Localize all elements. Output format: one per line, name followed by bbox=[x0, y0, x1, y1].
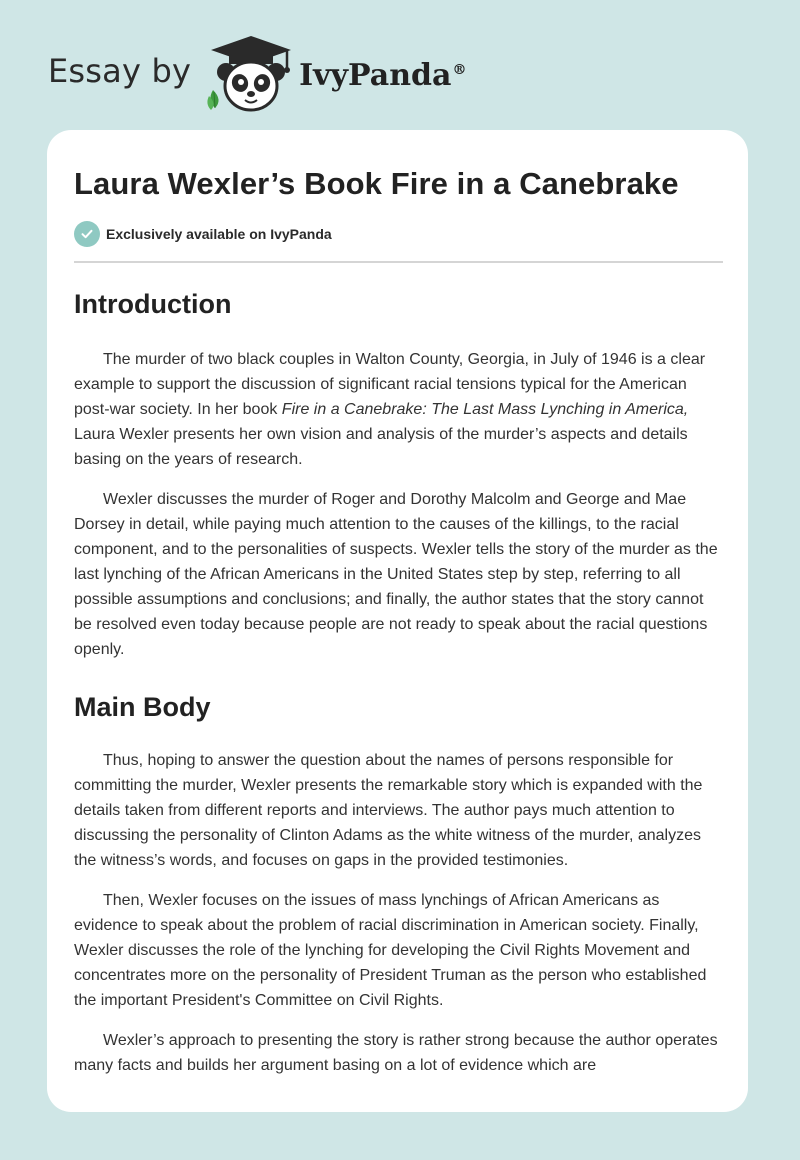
paragraph: Thus, hoping to answer the question about the names of persons responsible for committing the murder, Wexler presents the remarkable story which is expanded with the details taken from different reports and interviews. The author pays much attention to discussing the personality of Clinton Adams as the white witness of the murder, analyzes the witness’s words, and focuses on gaps in the provided testimonies. bbox=[74, 752, 703, 869]
section-heading-introduction: Introduction bbox=[74, 289, 232, 319]
paragraph: Wexler’s approach to presenting the story is rather strong because the author operates many facts and builds her argument basing on a lot of evidence which are bbox=[74, 1032, 718, 1074]
divider bbox=[74, 261, 723, 263]
brand-name: IvyPanda® bbox=[299, 57, 467, 93]
section-heading-main-body: Main Body bbox=[74, 692, 211, 722]
panda-graduation-cap-logo-icon[interactable] bbox=[205, 34, 297, 114]
paragraph: The murder of two black couples in Walton County, Georgia, in July of 1946 is a clear example to support the discussion of significant racial tensions typical for the American post-war society. In her book Fire in a Canebrake: The Last Mass Lynching in America, Laura Wexler presents her own vision and analysis of the murder’s aspects and details basing on the years of research. bbox=[74, 351, 706, 468]
check-circle-icon bbox=[74, 221, 100, 247]
site-header bbox=[48, 34, 466, 114]
exclusive-note: Exclusively available on IvyPanda bbox=[106, 226, 332, 242]
paragraph: Wexler discusses the murder of Roger and Dorothy Malcolm and George and Mae Dorsey in detail, while paying much attention to the causes of the killings, to the racial component, and to the personalities of suspects. Wexler tells the story of the murder as the last lynching of the African Americans in the United States step by step, referring to all possible assumptions and conclusions; and finally, the author states that the story cannot be resolved even today because people are not ready to speak about the racial questions openly. bbox=[74, 491, 718, 658]
brand-prefix: Essay by bbox=[48, 52, 192, 90]
paragraph: Then, Wexler focuses on the issues of mass lynchings of African Americans as evidence to speak about the problem of racial discrimination in American society. Finally, Wexler discusses the role of the lynching for developing the Civil Rights Movement and concentrates more on the personality of President Truman as the person who established the important President's Committee on Civil Rights. bbox=[74, 892, 707, 1009]
book-title: Fire in a Canebrake: The Last Mass Lynching in America, bbox=[281, 401, 689, 418]
page-title: Laura Wexler’s Book Fire in a Canebrake bbox=[74, 166, 679, 201]
registered-mark: ® bbox=[452, 61, 467, 78]
essay-content bbox=[74, 280, 723, 1078]
essay-card bbox=[47, 130, 748, 1112]
exclusive-badge bbox=[74, 221, 723, 247]
